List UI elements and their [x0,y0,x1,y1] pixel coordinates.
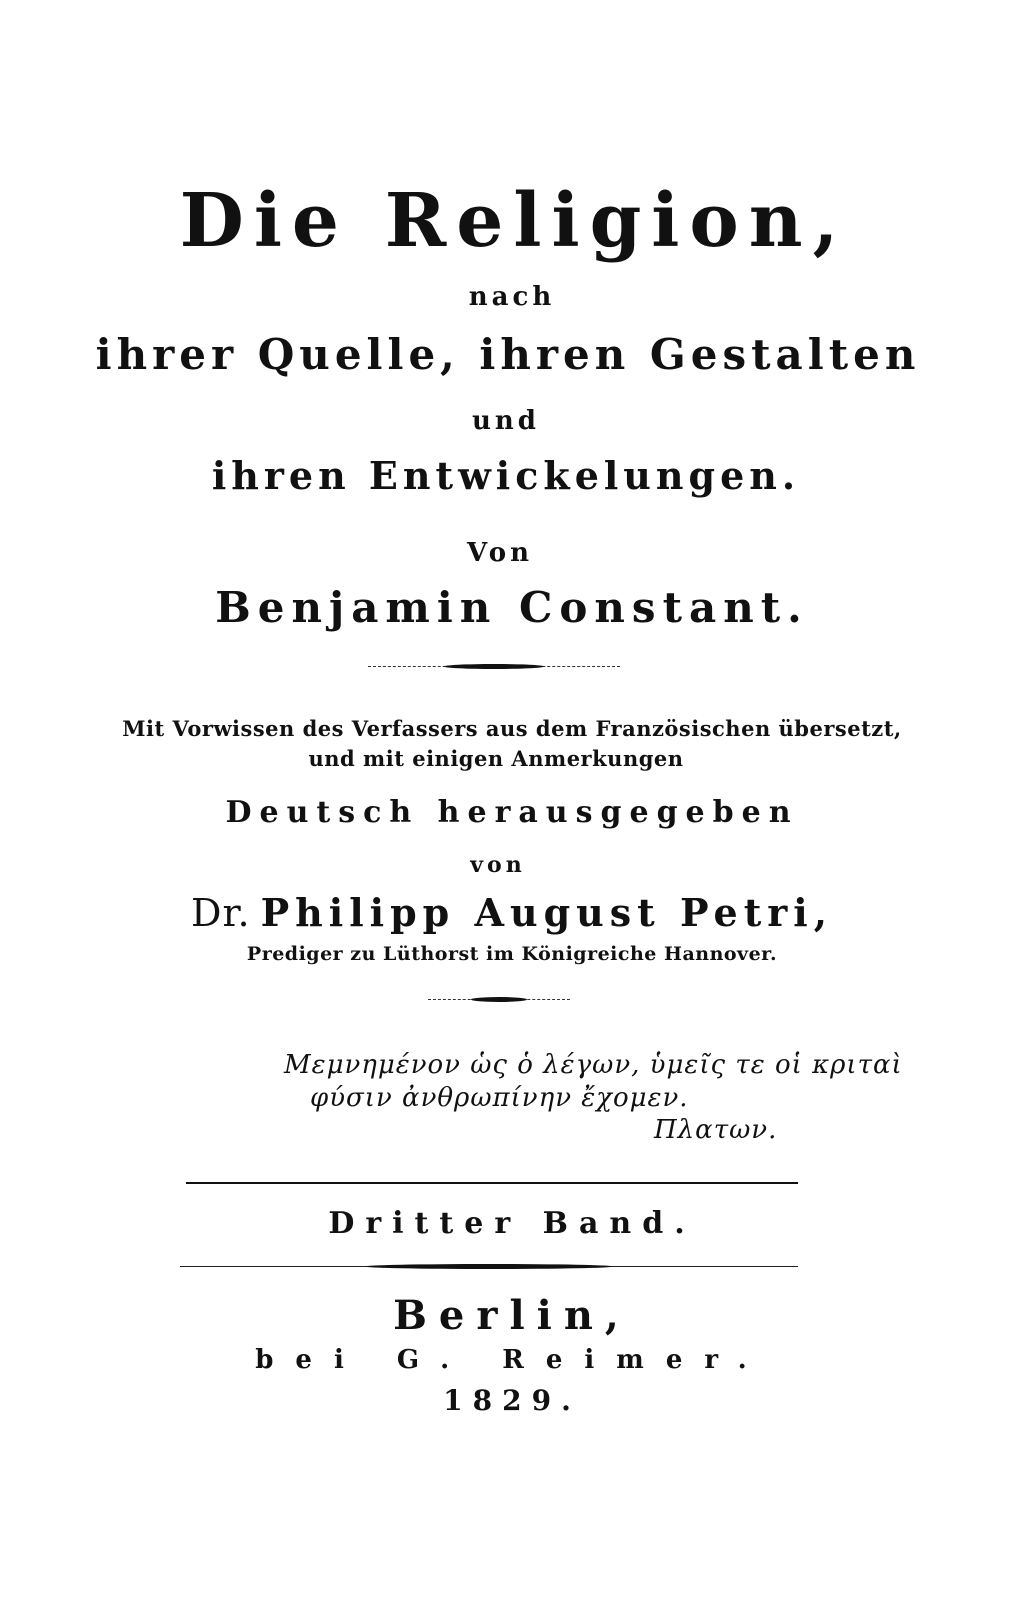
imprint-year: 1829. [443,1384,581,1417]
translation-notice-line-1: Mit Vorwissen des Verfassers aus dem Französischen übersetzt, [122,716,902,741]
subtitle-connector-nach: nach [468,282,556,312]
von-translator-label: von [470,852,526,878]
epigraph-attribution: Πλατων. [654,1115,778,1145]
von-author-label: Von [466,538,534,568]
subtitle-line-2: ihren Entwickelungen. [211,453,801,498]
rule-above-volume [186,1182,798,1184]
subtitle-connector-und: und [472,406,540,436]
translator-title: Dr. [191,891,251,935]
translator-line [0,890,1024,935]
author-name: Benjamin Constant. [215,583,809,632]
translation-notice-line-2: und mit einigen Anmerkungen [308,746,684,771]
epigraph-line-1: Μεμνημένον ὡς ὁ λέγων, ὑμεῖς τε οἱ κριταὶ [284,1050,903,1080]
translator-name: Philipp August Petri, [260,890,833,935]
ornamental-rule-2 [428,999,570,1000]
book-title: Die Religion, [179,178,849,264]
imprint-city: Berlin, [393,1292,631,1339]
ornamental-rule-1 [368,666,620,667]
deutsch-herausgegeben: Deutsch herausgegeben [225,795,799,830]
translator-affiliation: Prediger zu Lüthorst im Königreiche Hannover. [246,943,778,965]
rule-below-volume [180,1266,798,1267]
epigraph-line-2: φύσιν ἀνθρωπίνην ἔχομεν. [310,1083,689,1113]
subtitle-line-1: ihrer Quelle, ihren Gestalten [95,330,921,379]
volume-label: Dritter Band. [328,1206,696,1241]
imprint-publisher: bei G. Reimer. [255,1345,769,1375]
